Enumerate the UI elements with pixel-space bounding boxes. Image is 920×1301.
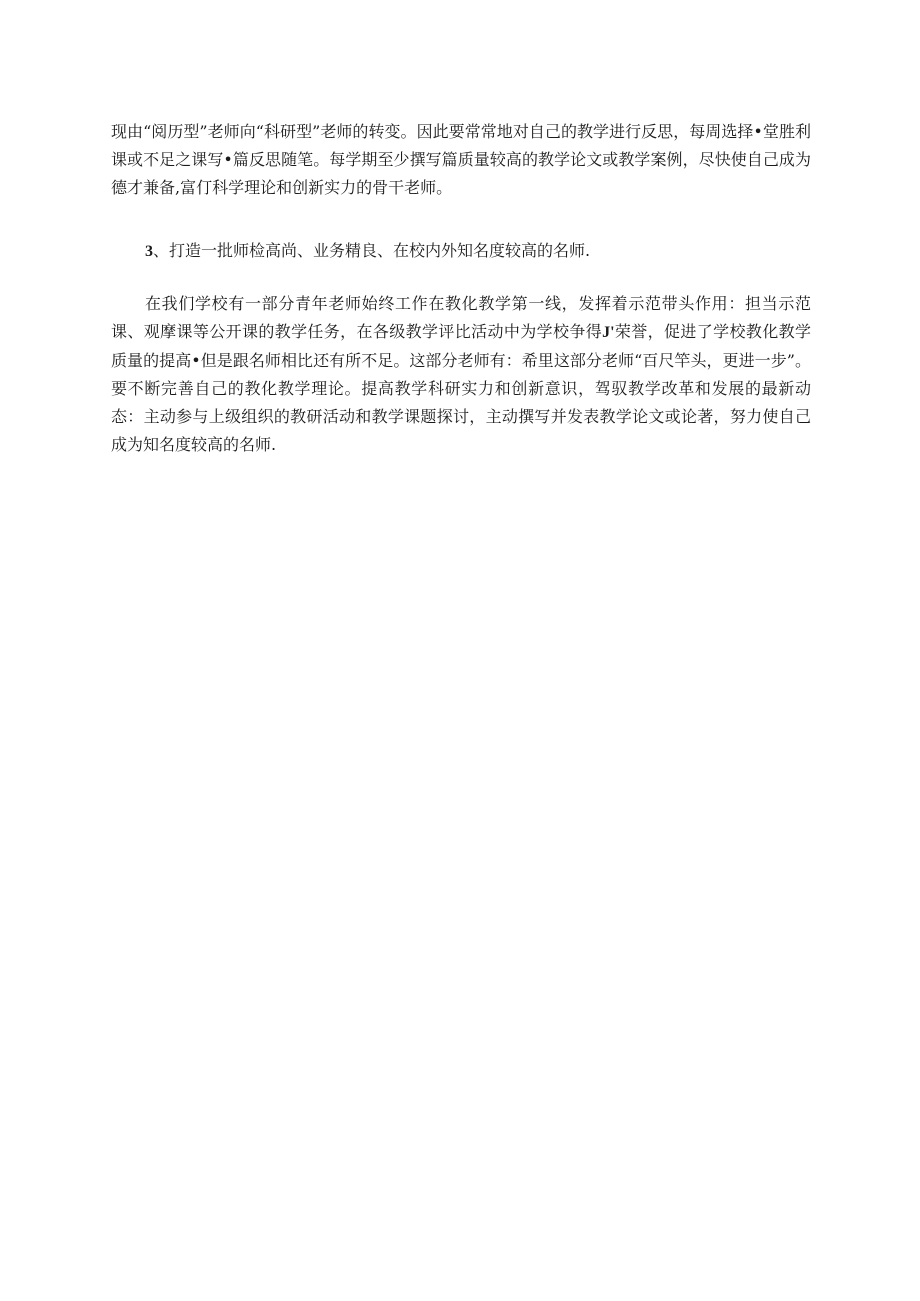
document-body — [111, 118, 811, 459]
paragraph-text-part1: 在我们学校有一部分青年老师始终工作在教化教学第一线，发挥着示范带头作用：担当示范课、观摩课等公开课的教学任务，在各级教学评比活动中为学校争得 — [111, 294, 811, 341]
paragraph-text-bold-fragment: J' — [602, 324, 615, 341]
paragraph-text-part2: 荣誉，促进了学校教化教学质量的提高•但是跟名师相比还有所不足。这部分老师有：希里这部分老师“百尺竿头，更进一步”。要不断完善自己的教化教学理论。提高教学科研实力和创新意识，驾驭教学改革和发展的最新动态：主动参与上级组织的教研活动和教学课题探讨，主动撰写并发表教学论文或论著，努力使自己成为知名度较高的名师. — [111, 322, 811, 454]
section-heading — [111, 237, 811, 266]
paragraph-famous-teachers — [111, 290, 811, 459]
paragraph-teacher-transformation: 现由“阅历型”老师向“科研型”老师的转变。因此要常常地对自己的教学进行反思，每周选择•堂胜利课或不足之课写•篇反思随笔。每学期至少撰写篇质量较高的教学论文或教学案例，尽快使自己成为德才兼备,富仃科学理论和创新实力的骨干老师。 — [111, 122, 811, 197]
section-number: 3 — [145, 243, 153, 260]
section-heading-text: 、打造一批师检高尚、业务精良、在校内外知名度较高的名师. — [153, 241, 591, 260]
